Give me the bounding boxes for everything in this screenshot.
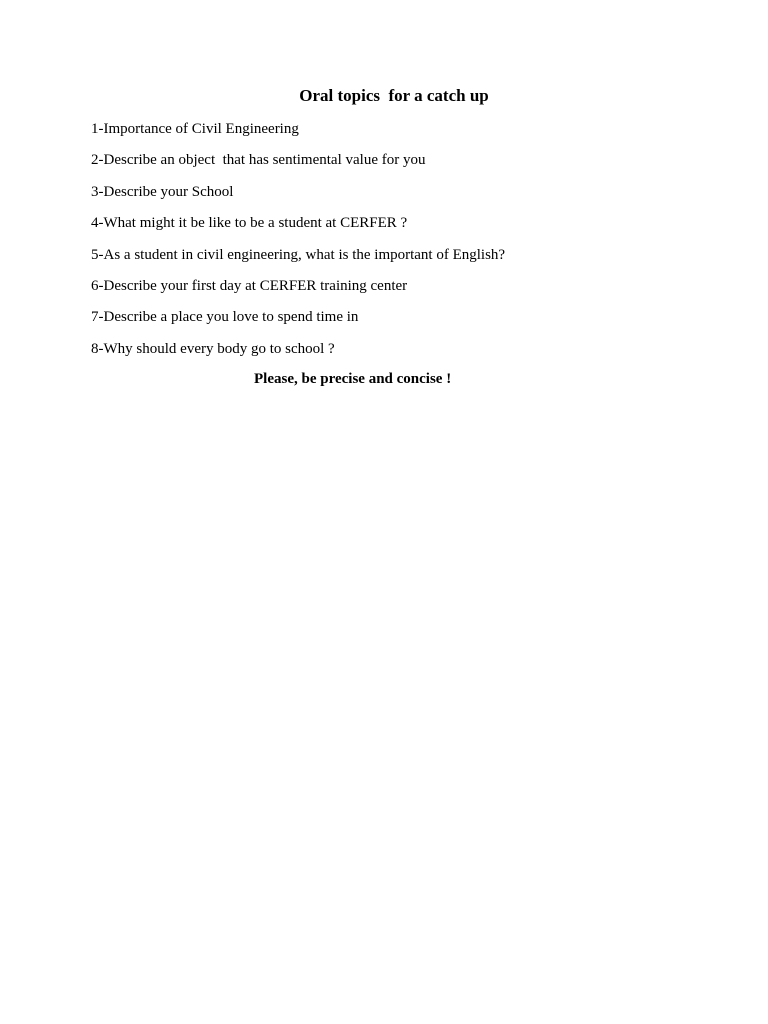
topic-item: 3-Describe your School	[91, 183, 234, 200]
topic-item: 8-Why should every body go to school ?	[91, 340, 335, 357]
document-title: Oral topics for a catch up	[299, 86, 489, 105]
topic-item: 7-Describe a place you love to spend time in	[91, 309, 359, 326]
closing-instruction: Please, be precise and concise !	[254, 371, 452, 387]
topic-list	[91, 120, 505, 371]
topic-item: 1-Importance of Civil Engineering	[91, 121, 299, 137]
topic-item: 4-What might it be like to be a student at CERFER ?	[91, 215, 408, 232]
topic-item: 5-As a student in civil engineering, what is the important of English?	[91, 246, 506, 263]
topic-item: 2-Describe an object that has sentimental value for you	[91, 152, 426, 169]
topic-item: 6-Describe your first day at CERFER training center	[91, 277, 408, 294]
